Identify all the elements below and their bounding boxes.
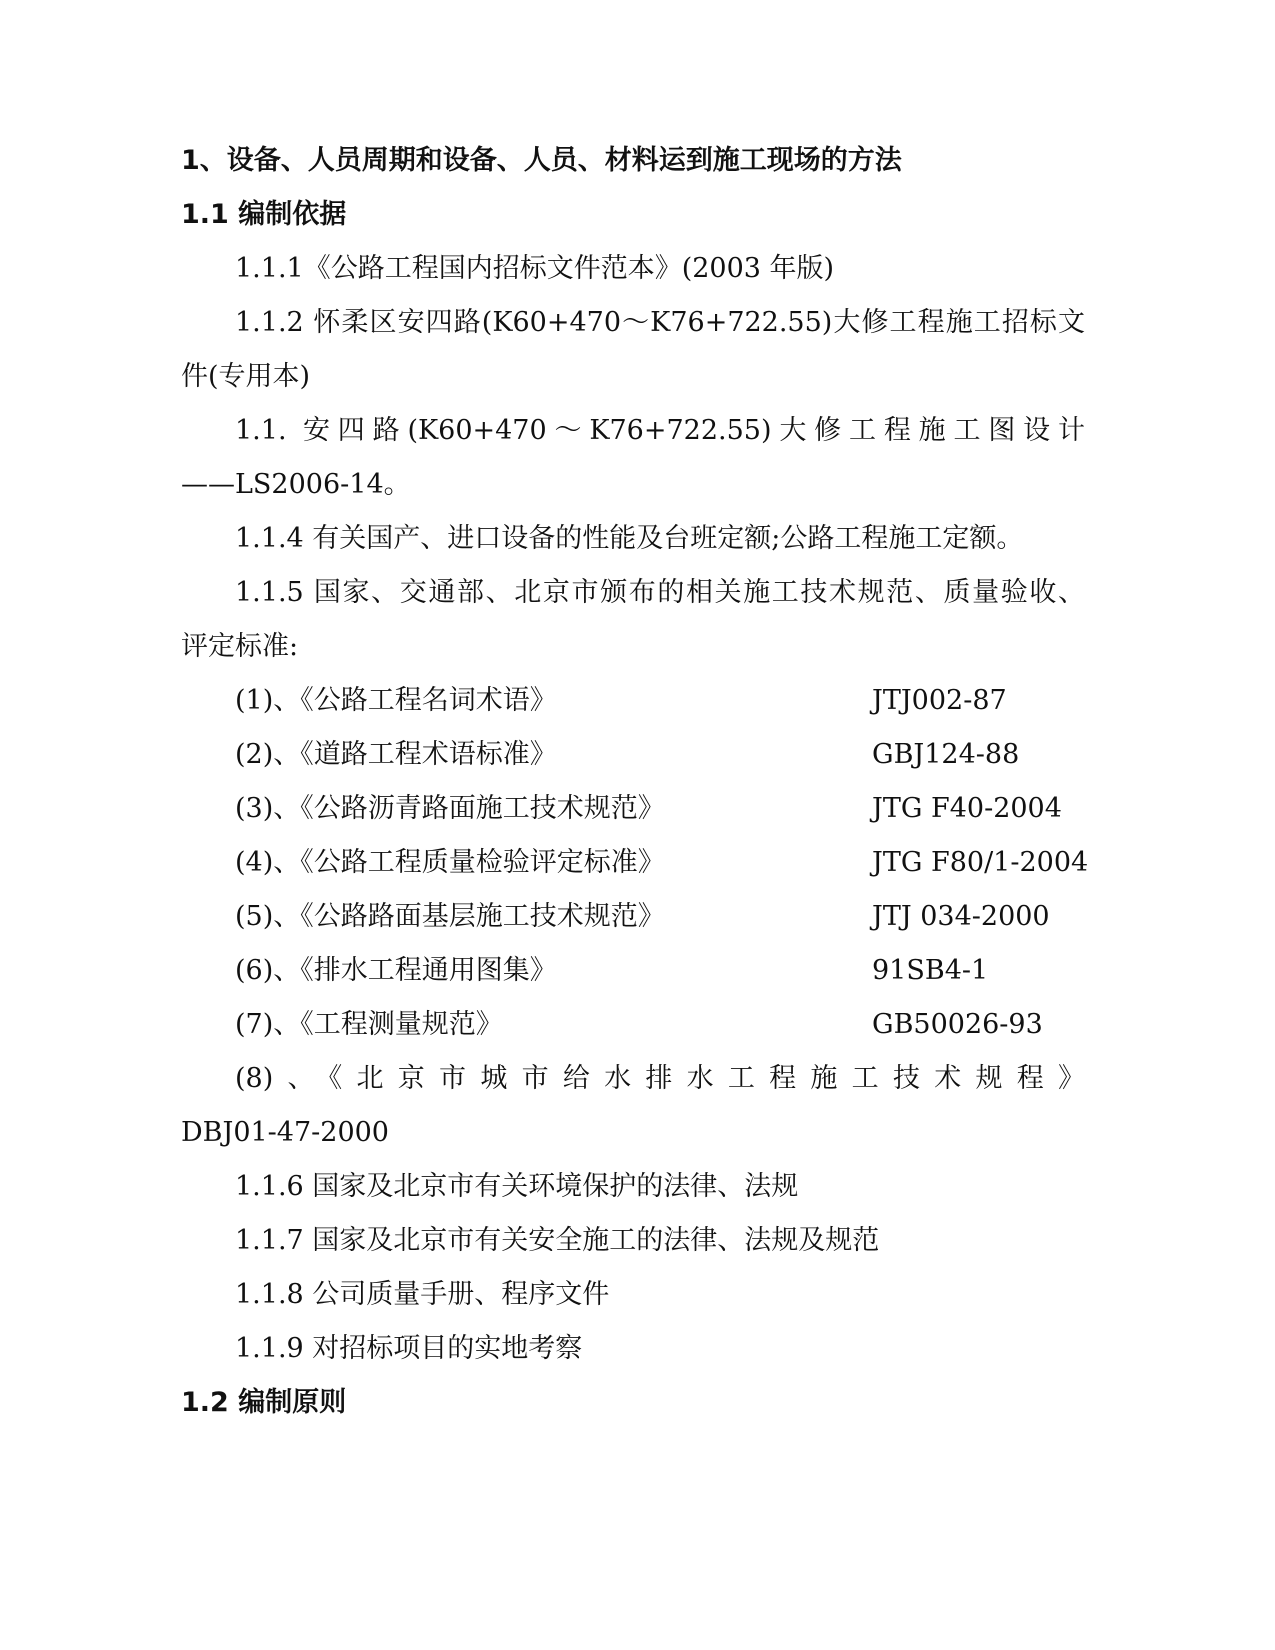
standard-code-7: GB50026-93 (872, 1009, 1043, 1040)
basis-item-6: 1.1.6 国家及北京市有关环境保护的法律、法规 (235, 1171, 799, 1202)
standard-code-6: 91SB4-1 (872, 955, 989, 986)
basis-item-2-line2: 件(专用本) (181, 361, 311, 392)
basis-item-2-line1: 1.1.2 怀柔区安四路(K60+470～K76+722.55)大修工程施工招标文 (235, 307, 1085, 338)
standard-title-1: (1)、《公路工程名词术语》 (235, 685, 557, 716)
basis-item-8: 1.1.8 公司质量手册、程序文件 (235, 1279, 610, 1310)
basis-item-5-line1: 1.1.5 国家、交通部、北京市颁布的相关施工技术规范、质量验收、 (235, 577, 1085, 608)
basis-item-3-line2: ——LS2006-14。 (181, 469, 411, 500)
standard-code-2: GBJ124-88 (872, 739, 1020, 770)
standard-8-line1: (8)、《北京市城市给水排水工程施工技术规程》 (235, 1063, 1085, 1094)
standard-title-6: (6)、《排水工程通用图集》 (235, 955, 557, 986)
basis-item-3-line1: 1.1. 安四路(K60+470～K76+722.55)大修工程施工图设计 (235, 415, 1085, 446)
standard-code-5: JTJ 034-2000 (872, 901, 1050, 932)
main-heading: 1、设备、人员周期和设备、人员、材料运到施工现场的方法 (181, 145, 902, 176)
standard-title-3: (3)、《公路沥青路面施工技术规范》 (235, 793, 665, 824)
standard-8-line2: DBJ01-47-2000 (181, 1117, 389, 1148)
basis-item-5-line2: 评定标准: (181, 631, 299, 662)
basis-item-1: 1.1.1《公路工程国内招标文件范本》(2003 年版) (235, 253, 835, 284)
standard-code-4: JTG F80/1-2004 (872, 847, 1089, 878)
basis-item-7: 1.1.7 国家及北京市有关安全施工的法律、法规及规范 (235, 1225, 880, 1256)
basis-item-9: 1.1.9 对招标项目的实地考察 (235, 1333, 583, 1364)
basis-item-4: 1.1.4 有关国产、进口设备的性能及台班定额;公路工程施工定额。 (235, 523, 1024, 554)
standard-code-3: JTG F40-2004 (872, 793, 1062, 824)
standard-title-4: (4)、《公路工程质量检验评定标准》 (235, 847, 665, 878)
section-heading-1-2: 1.2 编制原则 (181, 1387, 347, 1418)
standard-title-2: (2)、《道路工程术语标准》 (235, 739, 557, 770)
standard-title-7: (7)、《工程测量规范》 (235, 1009, 503, 1040)
section-heading-1-1: 1.1 编制依据 (181, 199, 347, 230)
standard-code-1: JTJ002-87 (872, 685, 1007, 716)
standard-title-5: (5)、《公路路面基层施工技术规范》 (235, 901, 665, 932)
